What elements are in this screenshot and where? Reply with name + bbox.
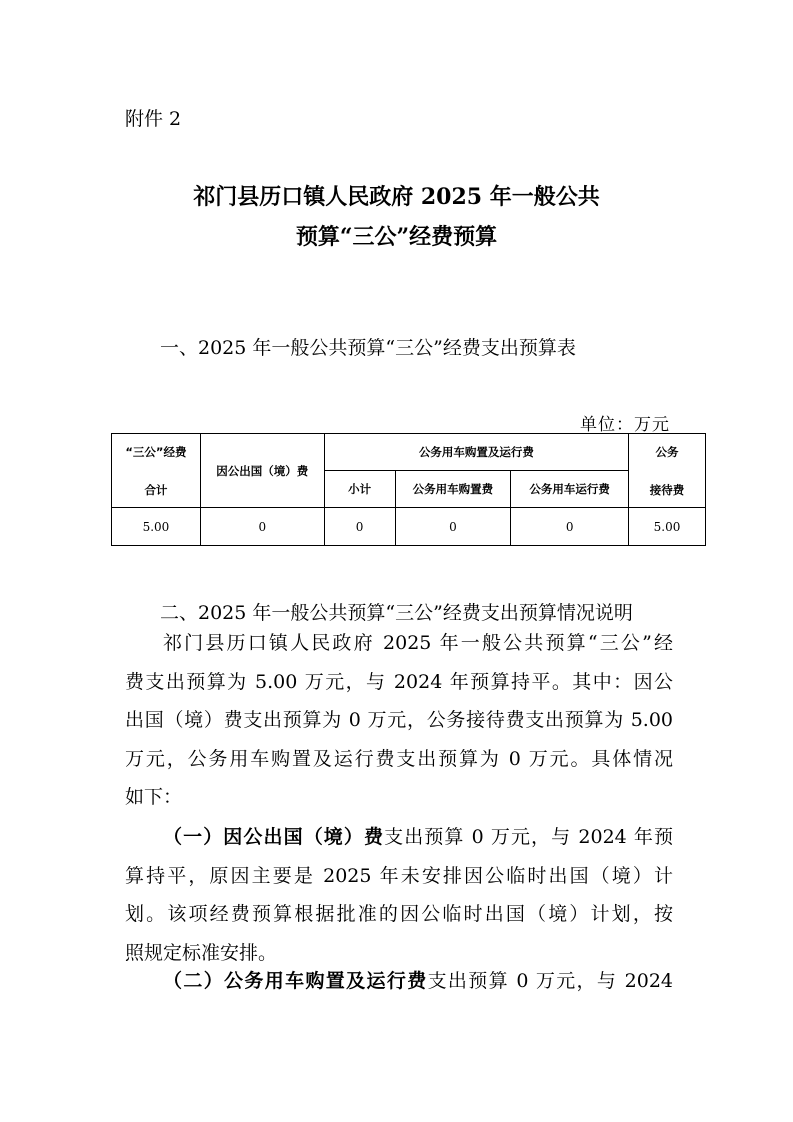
paragraph-1 xyxy=(125,624,673,817)
header-reception xyxy=(629,434,706,508)
section2-heading: 二、2025 年一般公共预算“三公”经费支出预算情况说明 xyxy=(160,602,633,624)
header-vehicle-purchase: 公务用车购置费 xyxy=(395,471,511,508)
value-vehicle-purchase: 0 xyxy=(395,508,511,546)
attachment-label: 附件 2 xyxy=(125,108,182,130)
paragraph-line: 费支出预算为 5.00 万元，与 2024 年预算持平。其中：因公 xyxy=(125,670,673,693)
header-total-bottom: 合计 xyxy=(144,482,168,497)
paragraph-line: 祁门县历口镇人民政府 2025 年一般公共预算“三公”经 xyxy=(163,632,673,654)
header-vehicle-operation: 公务用车运行费 xyxy=(511,471,629,508)
header-vehicle-subtotal: 小计 xyxy=(324,471,395,508)
header-total xyxy=(112,434,201,508)
table-row xyxy=(112,508,706,546)
paragraph-3 xyxy=(125,962,673,1001)
paragraph-line: 万元，公务用车购置及运行费支出预算为 0 万元。具体情况 xyxy=(125,747,673,770)
paragraph-line xyxy=(125,818,673,857)
paragraph-line: 出国（境）费支出预算为 0 万元，公务接待费支出预算为 5.00 xyxy=(125,709,673,731)
paragraph-3-line1-rest: 支出预算 0 万元，与 2024 xyxy=(427,970,673,992)
paragraph-3-lead: （二）公务用车购置及运行费 xyxy=(163,970,428,992)
value-reception: 5.00 xyxy=(629,508,706,546)
paragraph-2-lead: （一）因公出国（境）费 xyxy=(163,826,385,848)
value-vehicle-subtotal: 0 xyxy=(324,508,395,546)
value-total: 5.00 xyxy=(112,508,201,546)
header-vehicle-group: 公务用车购置及运行费 xyxy=(324,434,628,471)
paragraph-line: 算持平，原因主要是 2025 年未安排因公临时出国（境）计 xyxy=(125,864,673,887)
unit-label: 单位：万元 xyxy=(580,415,670,435)
budget-table xyxy=(111,433,706,546)
paragraph-line: 划。该项经费预算根据批准的因公临时出国（境）计划，按 xyxy=(125,903,673,925)
header-reception-top: 公务 xyxy=(655,444,679,459)
document-title-line2: 预算“三公”经费预算 xyxy=(295,224,498,250)
header-overseas: 因公出国（境）费 xyxy=(200,434,324,508)
value-overseas: 0 xyxy=(200,508,324,546)
paragraph-line: 照规定标准安排。 xyxy=(125,941,278,964)
section1-heading: 一、2025 年一般公共预算“三公”经费支出预算表 xyxy=(160,337,576,359)
paragraph-2-line1-rest: 支出预算 0 万元，与 2024 年预 xyxy=(384,826,673,848)
paragraph-line: 如下： xyxy=(125,786,183,808)
paragraph-2 xyxy=(125,818,673,972)
header-reception-bottom: 接待费 xyxy=(649,482,685,497)
value-vehicle-operation: 0 xyxy=(511,508,629,546)
paragraph-line xyxy=(125,962,673,1001)
document-title-line1: 祁门县历口镇人民政府 2025 年一般公共 xyxy=(193,184,600,210)
header-total-top: “三公”经费 xyxy=(125,444,187,459)
